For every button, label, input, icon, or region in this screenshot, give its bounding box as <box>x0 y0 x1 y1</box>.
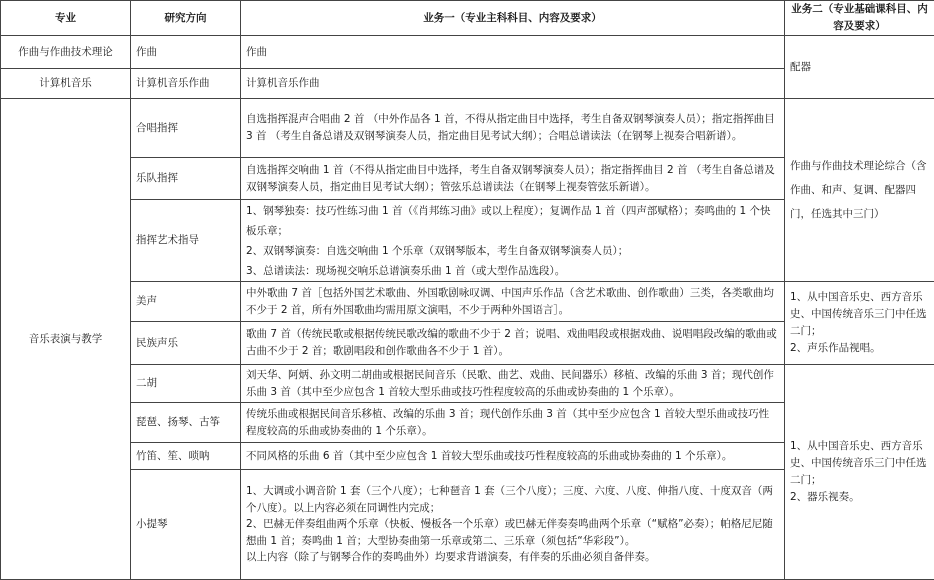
direction-cell: 琵琶、扬琴、古筝 <box>131 403 241 443</box>
business2-cell: 配器 <box>785 36 934 99</box>
content-cell: 自选指挥交响曲 1 首（不得从指定曲目中选择，考生自备双钢琴演奏人员）；指定指挥曲目 2 首 （考生自备总谱及双钢琴演奏人员，指定曲目见考试大纲）；管弦乐总谱读法（在钢琴上视奏管弦乐新谱）。 <box>241 158 785 200</box>
direction-cell: 指挥艺术指导 <box>131 200 241 282</box>
header-row <box>1 1 934 36</box>
direction-cell: 作曲 <box>131 36 241 69</box>
header-major: 专业 <box>1 1 131 36</box>
table-row <box>1 282 934 322</box>
content-line: 1、大调或小调音阶 1 套（三个八度）；七种琶音 1 套（三个八度）；三度、六度、八度、伸指八度、十度双音（两个八度）。以上内容必须在同调性内完成； <box>246 483 779 516</box>
content-line: 2、双钢琴演奏：自选交响曲 1 个乐章（双钢琴版本，考生自备双钢琴演奏人员）； <box>246 241 779 261</box>
direction-cell: 二胡 <box>131 365 241 403</box>
content-line: 3、总谱读法：现场视交响乐总谱演奏乐曲 1 首（或大型作品选段）。 <box>246 261 779 281</box>
content-cell: 作曲 <box>241 36 785 69</box>
header-business2: 业务二（专业基础课科目、内容及要求） <box>785 1 934 36</box>
major-cell: 作曲与作曲技术理论 <box>1 36 131 69</box>
content-line: 1、钢琴独奏：技巧性练习曲 1 首（《肖邦练习曲》或以上程度）；复调作品 1 首（四声部赋格）；奏鸣曲的 1 个快板乐章； <box>246 201 779 241</box>
business2-cell: 1、从中国音乐史、西方音乐史、中国传统音乐三门中任选二门； 2、声乐作品视唱。 <box>785 282 934 365</box>
content-cell: 歌曲 7 首（传统民歌或根据传统民歌改编的歌曲不少于 2 首；说唱、戏曲唱段或根据戏曲、说唱唱段改编的歌曲或古曲不少于 2 首；歌剧唱段和创作歌曲各不少于 1 首）。 <box>241 322 785 365</box>
business2-cell: 1、从中国音乐史、西方音乐史、中国传统音乐三门中任选二门； 2、器乐视奏。 <box>785 365 934 580</box>
table-row <box>1 36 934 69</box>
content-cell <box>241 470 785 580</box>
header-direction: 研究方向 <box>131 1 241 36</box>
header-business1: 业务一（专业主科科目、内容及要求） <box>241 1 785 36</box>
business2-cell: 作曲与作曲技术理论综合（含作曲、和声、复调、配器四门，任选其中三门） <box>785 99 934 282</box>
content-line: 以上内容（除了与钢琴合作的奏鸣曲外）均要求背谱演奏，有伴奏的乐曲必须自备伴奏。 <box>246 549 779 566</box>
content-cell: 中外歌曲 7 首［包括外国艺术歌曲、外国歌剧咏叹调、中国声乐作品（含艺术歌曲、创作歌曲）三类，各类歌曲均不少于 2 首，所有外国歌曲均需用原文演唱，不少于两种外国语言］。 <box>241 282 785 322</box>
direction-cell: 小提琴 <box>131 470 241 580</box>
content-cell: 自选指挥混声合唱曲 2 首 （中外作品各 1 首，不得从指定曲目中选择，考生自备双钢琴演奏人员）；指定指挥曲目 3 首 （考生自备总谱及双钢琴演奏人员，指定曲目见考试大纲）；合唱总谱读法（在钢琴上视奏合唱新谱）。 <box>241 99 785 158</box>
content-cell: 刘天华、阿炳、孙文明二胡曲或根据民间音乐（民歌、曲艺、戏曲、民间器乐）移植、改编的乐曲 3 首；现代创作乐曲 3 首（其中至少应包含 1 首较大型乐曲或技巧性程度较高的乐曲或协奏曲的 1 个乐章）。 <box>241 365 785 403</box>
direction-cell: 计算机音乐作曲 <box>131 69 241 99</box>
content-line: 2、巴赫无伴奏组曲两个乐章（快板、慢板各一个乐章）或巴赫无伴奏奏鸣曲两个乐章（“赋格”必奏）；帕格尼尼随想曲 1 首；奏鸣曲 1 首；大型协奏曲第一乐章或第二、三乐章（须包括“华彩段”）。 <box>246 516 779 549</box>
major-cell: 音乐表演与教学 <box>1 99 131 580</box>
table-row <box>1 365 934 403</box>
direction-cell: 民族声乐 <box>131 322 241 365</box>
direction-cell: 合唱指挥 <box>131 99 241 158</box>
table-row <box>1 99 934 158</box>
content-cell: 传统乐曲或根据民间音乐移植、改编的乐曲 3 首；现代创作乐曲 3 首（其中至少应包含 1 首较大型乐曲或技巧性程度较高的乐曲或协奏曲的 1 个乐章）。 <box>241 403 785 443</box>
content-cell: 计算机音乐作曲 <box>241 69 785 99</box>
content-cell: 不同风格的乐曲 6 首（其中至少应包含 1 首较大型乐曲或技巧性程度较高的乐曲或协奏曲的 1 个乐章）。 <box>241 443 785 470</box>
major-cell: 计算机音乐 <box>1 69 131 99</box>
direction-cell: 美声 <box>131 282 241 322</box>
direction-cell: 乐队指挥 <box>131 158 241 200</box>
direction-cell: 竹笛、笙、唢呐 <box>131 443 241 470</box>
content-cell <box>241 200 785 282</box>
